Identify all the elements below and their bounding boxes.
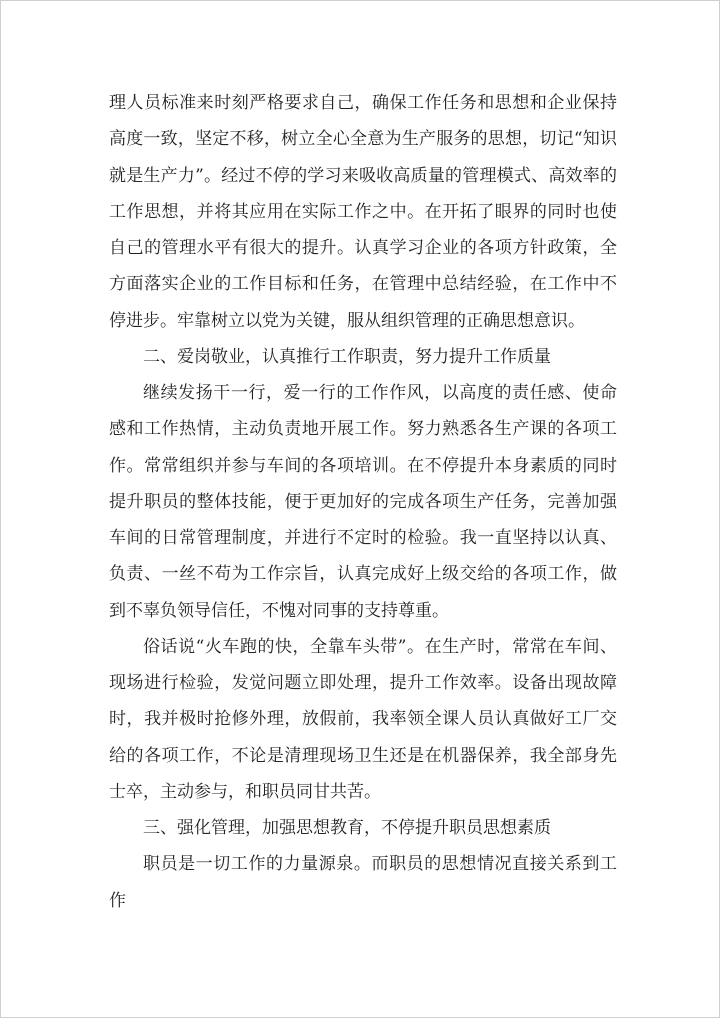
section-heading-3: 三、强化管理，加强思想教育，不停提升职员思想素质 [143, 818, 551, 838]
document-body [109, 85, 617, 919]
section-heading-2: 二、爱岗敬业，认真推行工作职责，努力提升工作质量 [143, 346, 551, 367]
paragraph-dedication: 继续发扬干一行，爱一行的工作作风，以高度的责任感、使命感和工作热情，主动负责地开展工作。努力熟悉各生产课的各项工作。常常组织并参与车间的各项培训。在不停提升本身素质的同时提升职员的整体技能，便于更加好的完成各项生产任务，完善加强车间的日常管理制度，并进行不定时的检验。我一直坚持以认真、负责、一丝不苟为工作宗旨，认真完成好上级交给的各项工作，做到不辜负领导信任，不愧对同事的支持尊重。 [109, 383, 617, 621]
paragraph-continuation: 理人员标准来时刻严格要求自己，确保工作任务和思想和企业保持高度一致，坚定不移，树立全心全意为生产服务的思想，切记“知识就是生产力”。经过不停的学习来吸收高质量的管理模式、高效率的工作思想，并将其应用在实际工作之中。在开拓了眼界的同时也使自己的管理水平有很大的提升。认真学习企业的各项方针政策，全方面落实企业的工作目标和任务，在管理中总结经验，在工作中不停进步。牢靠树立以党为关键，服从组织管理的正确思想意识。 [109, 93, 617, 331]
paragraph-leadership: 俗话说“火车跑的快，全靠车头带”。在生产时，常常在车间、现场进行检验，发觉问题立即处理，提升工作效率。设备出现故障时，我并极时抢修外理，放假前，我率领全课人员认真做好工厂交给的各项工作，不论是清理现场卫生还是在机器保养，我全部身先士卒，主动参与，和职员同甘共苦。 [109, 636, 617, 802]
paragraph-staff: 职员是一切工作的力量源泉。而职员的思想情况直接关系到工作 [109, 854, 617, 911]
